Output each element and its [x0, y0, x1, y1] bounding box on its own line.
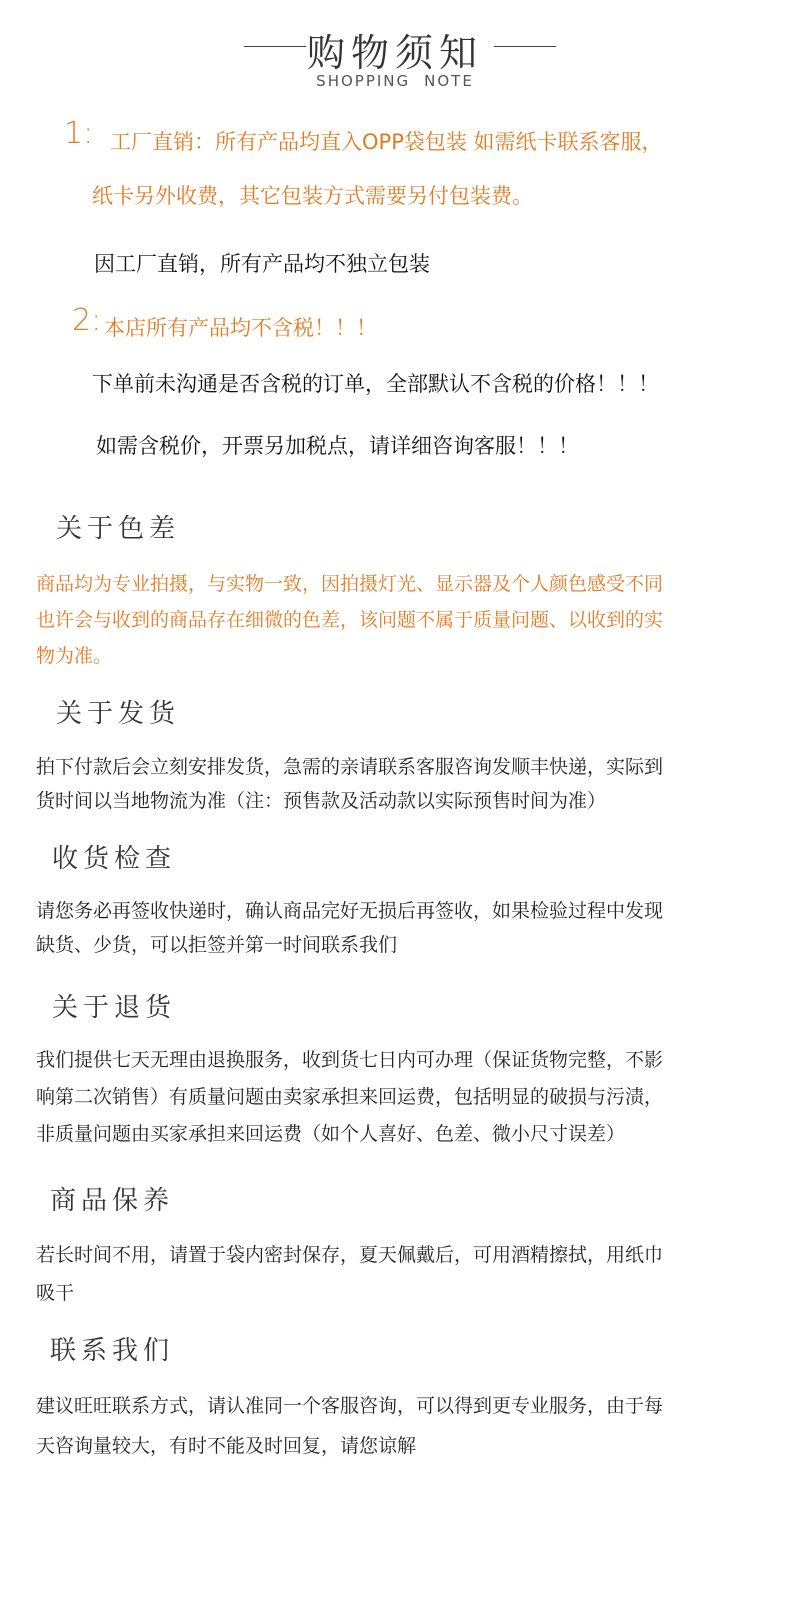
body-line: 吸干 [36, 1282, 75, 1304]
note-2-line-1: 本店所有产品均不含税！！！ [104, 316, 377, 340]
subtitle-word-2: NOTE [424, 72, 474, 90]
body-line: 响第二次销售）有质量问题由卖家承担来回运费，包括明显的破损与污渍， [36, 1086, 664, 1108]
body-line: 物为准。 [36, 645, 113, 667]
body-line: 商品均为专业拍摄，与实物一致，因拍摄灯光、显示器及个人颜色感受不同 [36, 573, 664, 595]
header-rule-right [494, 46, 556, 47]
note-1-line-1: 工厂直销：所有产品均直入OPP袋包装 如需纸卡联系客服， [110, 130, 663, 154]
section-body-inspection [36, 894, 754, 962]
note-1-number: 1: [64, 116, 94, 151]
body-line: 非质量问题由买家承担来回运费（如个人喜好、色差、微小尺寸误差） [36, 1123, 626, 1145]
body-line: 也许会与收到的商品存在细微的色差，该问题不属于质量问题、以收到的实 [36, 609, 664, 631]
body-line: 请您务必再签收快递时，确认商品完好无损后再签收，如果检验过程中发现 [36, 900, 664, 922]
section-body-contact [36, 1386, 754, 1466]
body-line: 建议旺旺联系方式，请认准同一个客服咨询，可以得到更专业服务，由于每 [36, 1395, 664, 1417]
section-body-care [36, 1236, 754, 1312]
body-line: 我们提供七天无理由退换服务，收到货七日内可办理（保证货物完整，不影 [36, 1049, 664, 1071]
section-heading-inspection: 收货检查 [52, 844, 177, 874]
body-line: 缺货、少货，可以拒签并第一时间联系我们 [36, 934, 398, 956]
body-line: 货时间以当地物流为准（注：预售款及活动款以实际预售时间为准） [36, 790, 607, 812]
page-subtitle [0, 72, 790, 90]
section-heading-shipping: 关于发货 [56, 699, 181, 729]
note-2-number: 2: [72, 303, 102, 338]
body-line: 拍下付款后会立刻安排发货，急需的亲请联系客服咨询发顺丰快递，实际到 [36, 756, 664, 778]
body-line: 天咨询量较大，有时不能及时回复，请您谅解 [36, 1435, 417, 1457]
note-2-line-2: 下单前未沟通是否含税的订单，全部默认不含税的价格！！！ [92, 372, 659, 396]
note-1-line-2: 纸卡另外收费，其它包装方式需要另付包装费。 [92, 184, 533, 208]
section-heading-care: 商品保养 [50, 1186, 175, 1216]
section-body-color-difference [36, 566, 754, 674]
section-heading-returns: 关于退货 [52, 993, 177, 1023]
section-body-shipping [36, 750, 754, 818]
body-line: 若长时间不用，请置于袋内密封保存，夏天佩戴后，可用酒精擦拭，用纸巾 [36, 1244, 664, 1266]
section-heading-contact: 联系我们 [50, 1336, 175, 1366]
note-2-line-3: 如需含税价，开票另加税点，请详细咨询客服！！！ [96, 434, 579, 458]
section-body-returns [36, 1042, 754, 1153]
subtitle-word-1: SHOPPING [316, 72, 411, 90]
section-heading-color-difference: 关于色差 [56, 514, 181, 544]
note-1-line-3: 因工厂直销，所有产品均不独立包装 [94, 252, 430, 276]
page-title: 购物须知 [306, 31, 483, 75]
